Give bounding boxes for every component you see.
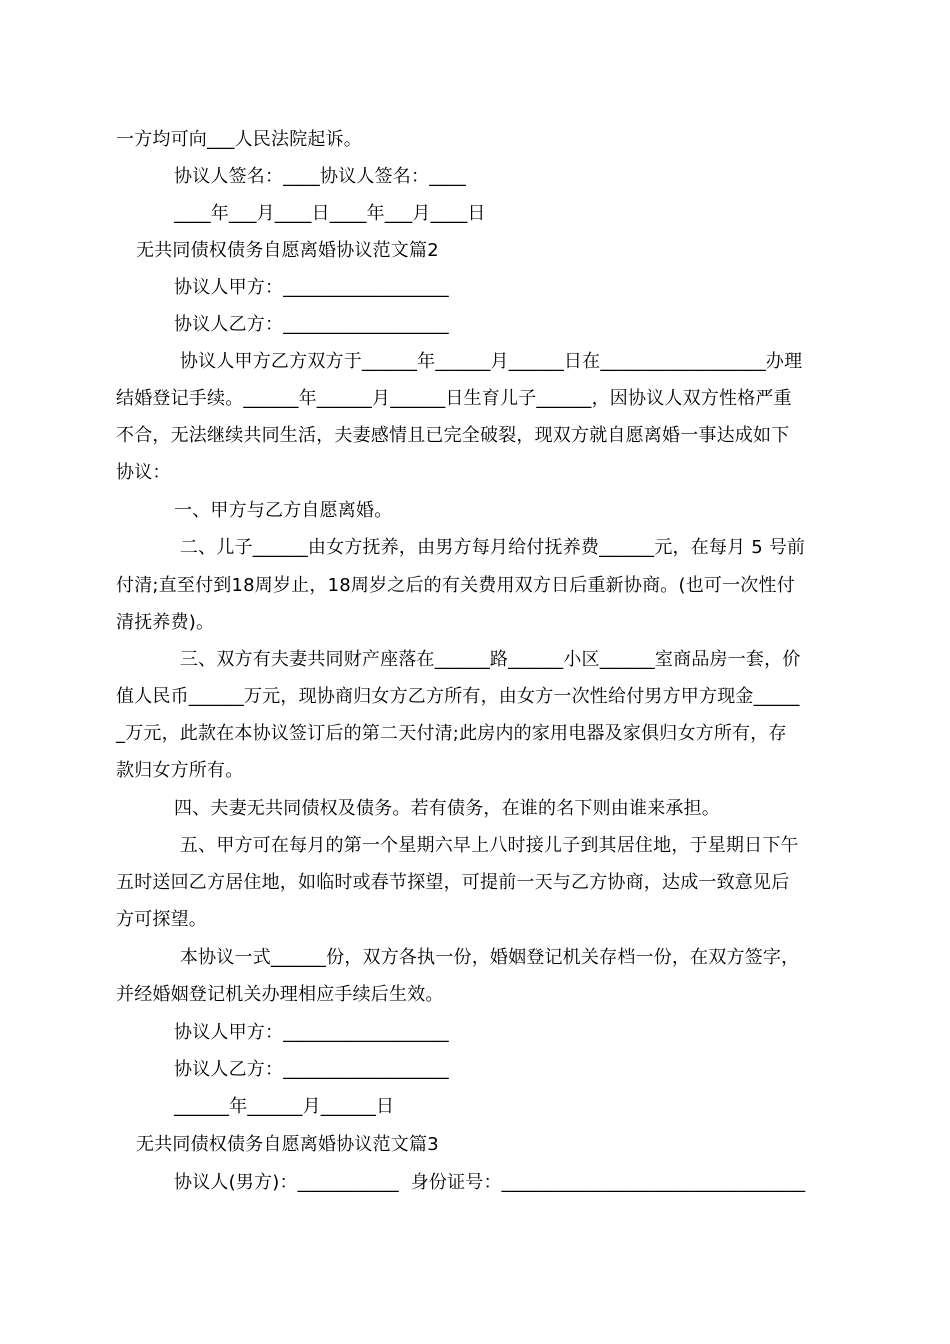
clause-line: 二、儿子______由女方抚养，由男方每月给付抚养费______元，在每月 5 号前 <box>174 537 806 558</box>
text-line: 付清;直至付到18周岁止，18周岁之后的有关费用双方日后重新协商。(也可一次性付 <box>116 575 795 596</box>
text-line: 款归女方所有。 <box>116 760 244 781</box>
text-line: 不合，无法继续共同生活，夫妻感情且已完全破裂，现双方就自愿离婚一事达成如下 <box>116 425 790 446</box>
text-line: 并经婚姻登记机关办理相应手续后生效。 <box>116 984 444 1005</box>
text-line: 一方均可向___人民法院起诉。 <box>116 129 362 150</box>
text-line: _万元，此款在本协议签订后的第二天付清;此房内的家用电器及家俱归女方所有，存 <box>116 723 787 744</box>
signature-line: 协议人签名：____协议人签名：____ <box>174 166 466 187</box>
party-b-line: 协议人乙方：__________________ <box>174 314 449 335</box>
text-line: 结婚登记手续。______年______月______日生育儿子______，因协议人双方性格严重 <box>116 388 792 409</box>
party-a-line: 协议人甲方：__________________ <box>174 277 449 298</box>
text-line: 值人民币______万元，现协商归女方乙方所有，由女方一次性给付男方甲方现金_____ <box>116 686 800 707</box>
clause-line: 五、甲方可在每月的第一个星期六早上八时接儿子到其居住地，于星期日下午 <box>174 835 799 856</box>
text-line: 五时送回乙方居住地，如临时或春节探望，可提前一天与乙方协商，达成一致意见后 <box>116 872 790 893</box>
text-line: 清抚养费)。 <box>116 612 215 633</box>
text-line: 本协议一式______份，双方各执一份，婚姻登记机关存档一份，在双方签字， <box>174 947 800 968</box>
party-b-line: 协议人乙方：__________________ <box>174 1059 449 1080</box>
clause-line: 四、夫妻无共同债权及债务。若有债务，在谁的名下则由谁来承担。 <box>174 798 720 819</box>
party-a-line: 协议人甲方：__________________ <box>174 1022 449 1043</box>
text-line: 方可探望。 <box>116 909 207 930</box>
date-line: ____年___月____日____年___月____日 <box>174 203 486 224</box>
date-line: ______年______月______日 <box>174 1096 395 1117</box>
clause-line: 一、甲方与乙方自愿离婚。 <box>174 500 393 521</box>
text-line: 协议： <box>116 462 171 483</box>
clause-line: 三、双方有夫妻共同财产座落在______路______小区______室商品房一套，价 <box>174 649 801 670</box>
section-heading: 无共同债权债务自愿离婚协议范文篇3 <box>136 1134 439 1155</box>
party-id-line: 协议人(男方)：___________ 身份证号：_________________________________ <box>174 1172 806 1193</box>
section-heading: 无共同债权债务自愿离婚协议范文篇2 <box>136 240 439 261</box>
text-line: 协议人甲方乙方双方于______年______月______日在__________________办理 <box>174 351 803 372</box>
